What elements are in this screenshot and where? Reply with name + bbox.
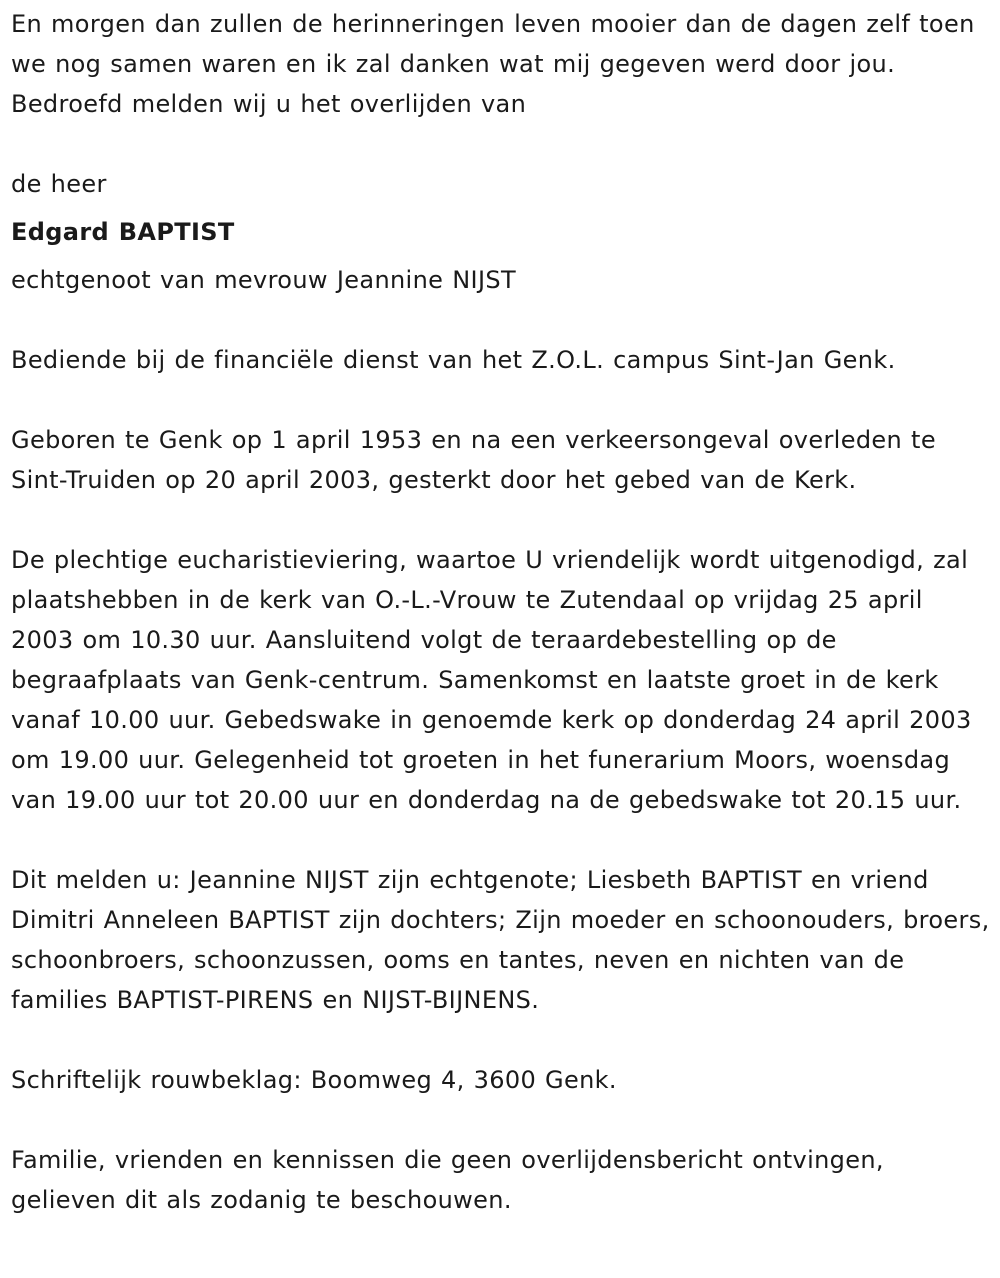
occupation-paragraph: Bediende bij de financiële dienst van het Z.O.L. campus Sint-Jan Genk. — [11, 346, 896, 374]
family-paragraph: Dit melden u: Jeannine NIJST zijn echtgenote; Liesbeth BAPTIST en vriend Dimitri Anneleen BAPTIST zijn dochters; Zijn moeder en schoonouders, broers, schoonbroers, schoonzussen, ooms en tantes, neven en nichten van de families BAPTIST-PIRENS en NIJST-BIJNENS. — [11, 866, 990, 1014]
intro-paragraph: En morgen dan zullen de herinneringen leven mooier dan de dagen zelf toen we nog samen waren en ik zal danken wat mij gegeven werd door jou. Bedroefd melden wij u het overlijden van — [11, 10, 975, 118]
ceremony-paragraph: De plechtige eucharistieviering, waartoe U vriendelijk wordt uitgenodigd, zal plaatshebben in de kerk van O.-L.-Vrouw te Zutendaal op vrijdag 25 april 2003 om 10.30 uur. Aansluitend volgt de teraardebestelling op de begraafplaats van Genk-centrum. Samenkomst en laatste groet in de kerk vanaf 10.00 uur. Gebedswake in genoemde kerk op donderdag 24 april 2003 om 19.00 uur. Gelegenheid tot groeten in het funerarium Moors, woensdag van 19.00 uur tot 20.00 uur en donderdag na de gebedswake tot 20.15 uur. — [11, 546, 972, 814]
spouse-line: echtgenoot van mevrouw Jeannine NIJST — [11, 266, 516, 294]
birth-death-paragraph: Geboren te Genk op 1 april 1953 en na een verkeersongeval overleden te Sint-Truiden op 20 april 2003, gesterkt door het gebed van de Kerk. — [11, 426, 936, 494]
title-prefix: de heer — [11, 170, 107, 198]
closing-paragraph: Familie, vrienden en kennissen die geen overlijdensbericht ontvingen, gelieven dit als zodanig te beschouwen. — [11, 1146, 884, 1214]
deceased-name: Edgard BAPTIST — [11, 218, 235, 246]
obituary-notice — [11, 0, 991, 1220]
condolences-paragraph: Schriftelijk rouwbeklag: Boomweg 4, 3600 Genk. — [11, 1066, 617, 1094]
